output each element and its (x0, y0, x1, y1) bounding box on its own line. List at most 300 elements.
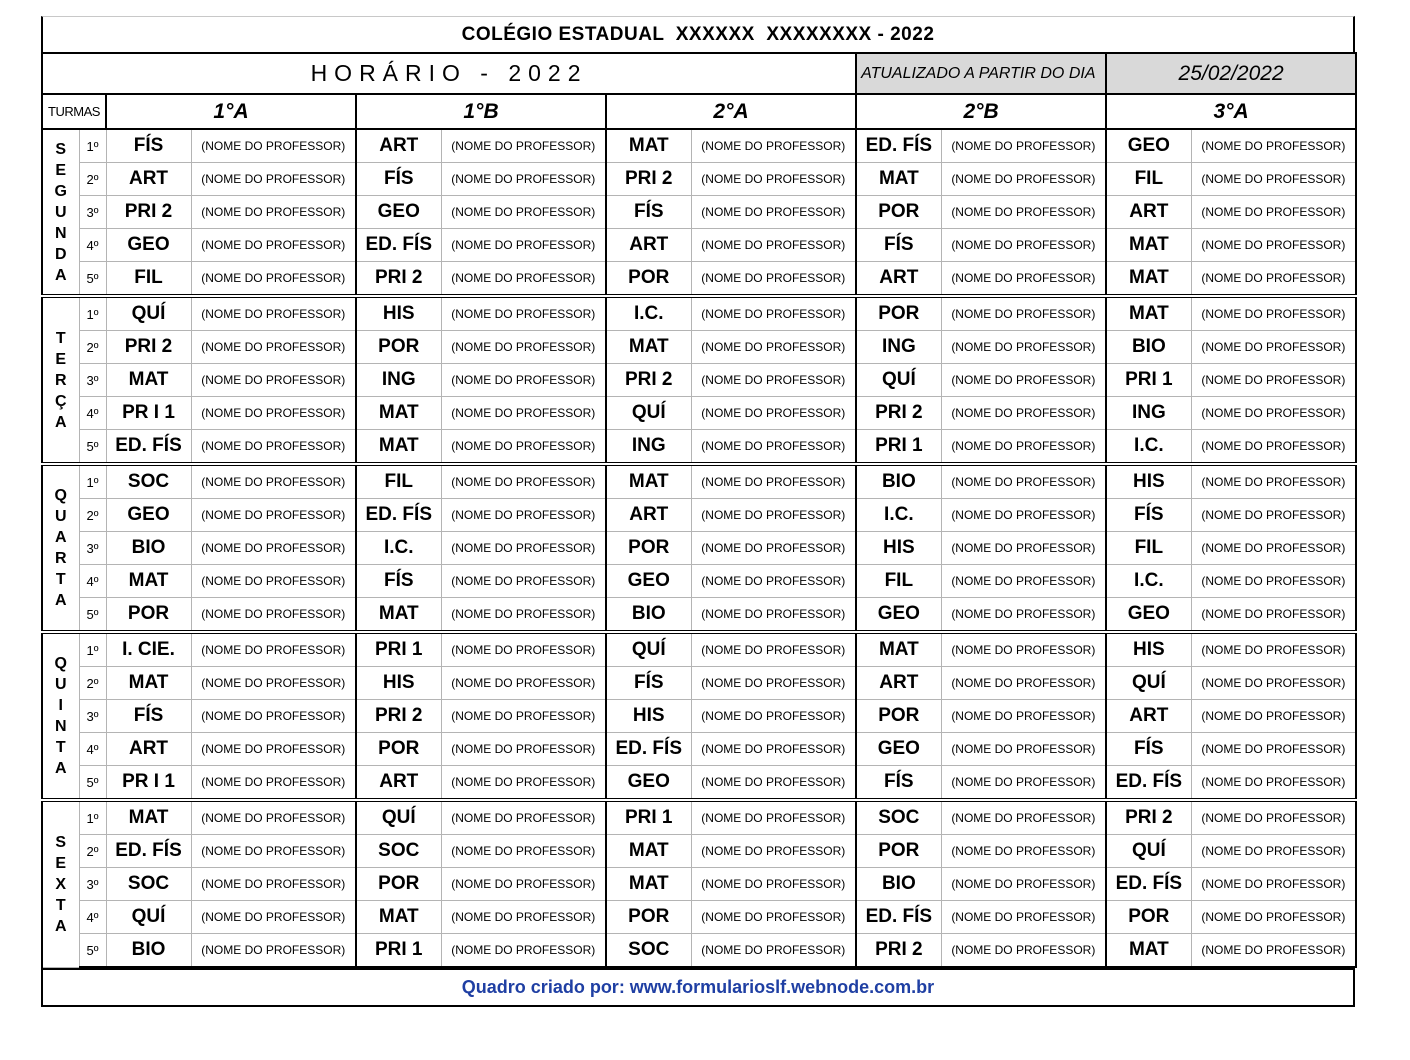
period-number: 1º (79, 129, 106, 163)
schedule-row (42, 901, 1356, 934)
subject-cell: FÍS (856, 766, 941, 801)
subject-cell: HIS (1106, 464, 1191, 499)
day-letter: X (55, 875, 67, 893)
day-letter: G (54, 182, 67, 200)
day-letter: N (54, 224, 67, 242)
teacher-cell: (NOME DO PROFESSOR) (941, 296, 1106, 331)
teacher-cell: (NOME DO PROFESSOR) (691, 901, 856, 934)
teacher-cell: (NOME DO PROFESSOR) (191, 632, 356, 667)
subject-cell: PRI 2 (856, 934, 941, 968)
turmas-label: TURMAS (42, 94, 106, 129)
subject-cell: QUÍ (606, 397, 691, 430)
teacher-cell: (NOME DO PROFESSOR) (191, 532, 356, 565)
subject-cell: ED. FÍS (856, 901, 941, 934)
subject-cell: PRI 2 (1106, 800, 1191, 835)
subject-cell: MAT (106, 800, 191, 835)
teacher-cell: (NOME DO PROFESSOR) (441, 868, 606, 901)
day-letter: E (55, 350, 67, 368)
subject-cell: MAT (606, 464, 691, 499)
day-letter: D (54, 245, 67, 263)
subject-cell: ART (106, 733, 191, 766)
subject-cell: POR (606, 262, 691, 297)
teacher-cell: (NOME DO PROFESSOR) (441, 129, 606, 163)
period-number: 1º (79, 800, 106, 835)
subject-cell: MAT (856, 632, 941, 667)
teacher-cell: (NOME DO PROFESSOR) (941, 667, 1106, 700)
subject-cell: PRI 1 (356, 632, 441, 667)
subject-cell: HIS (1106, 632, 1191, 667)
schedule-row (42, 129, 1356, 163)
teacher-cell: (NOME DO PROFESSOR) (1191, 667, 1356, 700)
subject-cell: PRI 2 (606, 163, 691, 196)
teacher-cell: (NOME DO PROFESSOR) (441, 464, 606, 499)
subject-cell: GEO (856, 598, 941, 633)
subject-cell: POR (356, 868, 441, 901)
subject-cell: FÍS (106, 129, 191, 163)
teacher-cell: (NOME DO PROFESSOR) (691, 397, 856, 430)
teacher-cell: (NOME DO PROFESSOR) (441, 598, 606, 633)
teacher-cell: (NOME DO PROFESSOR) (1191, 700, 1356, 733)
subject-cell: GEO (606, 766, 691, 801)
period-number: 2º (79, 163, 106, 196)
period-number: 5º (79, 598, 106, 633)
schedule-row (42, 667, 1356, 700)
teacher-cell: (NOME DO PROFESSOR) (191, 296, 356, 331)
teacher-cell: (NOME DO PROFESSOR) (1191, 532, 1356, 565)
subject-cell: BIO (1106, 331, 1191, 364)
subject-cell: PR I 1 (106, 397, 191, 430)
period-number: 2º (79, 667, 106, 700)
subject-cell: I.C. (1106, 430, 1191, 465)
schedule-row (42, 532, 1356, 565)
schedule-row (42, 499, 1356, 532)
subject-cell: ART (606, 499, 691, 532)
teacher-cell: (NOME DO PROFESSOR) (1191, 934, 1356, 968)
class-header: 2°B (856, 94, 1106, 129)
subject-cell: GEO (856, 733, 941, 766)
period-number: 5º (79, 262, 106, 297)
schedule-row (42, 868, 1356, 901)
teacher-cell: (NOME DO PROFESSOR) (441, 565, 606, 598)
teacher-cell: (NOME DO PROFESSOR) (191, 598, 356, 633)
subject-cell: GEO (606, 565, 691, 598)
teacher-cell: (NOME DO PROFESSOR) (1191, 565, 1356, 598)
subject-cell: MAT (1106, 262, 1191, 297)
subject-cell: ED. FÍS (356, 229, 441, 262)
subject-cell: POR (1106, 901, 1191, 934)
teacher-cell: (NOME DO PROFESSOR) (191, 464, 356, 499)
period-number: 2º (79, 499, 106, 532)
teacher-cell: (NOME DO PROFESSOR) (441, 499, 606, 532)
teacher-cell: (NOME DO PROFESSOR) (691, 331, 856, 364)
teacher-cell: (NOME DO PROFESSOR) (691, 364, 856, 397)
day-letter: A (54, 529, 67, 546)
teacher-cell: (NOME DO PROFESSOR) (441, 364, 606, 397)
header-row (42, 53, 1356, 94)
teacher-cell: (NOME DO PROFESSOR) (691, 934, 856, 968)
teacher-cell: (NOME DO PROFESSOR) (191, 229, 356, 262)
day-label (42, 800, 79, 967)
subject-cell: MAT (856, 163, 941, 196)
subject-cell: ING (356, 364, 441, 397)
teacher-cell: (NOME DO PROFESSOR) (441, 532, 606, 565)
teacher-cell: (NOME DO PROFESSOR) (191, 331, 356, 364)
teacher-cell: (NOME DO PROFESSOR) (1191, 901, 1356, 934)
subject-cell: QUÍ (106, 901, 191, 934)
teacher-cell: (NOME DO PROFESSOR) (691, 667, 856, 700)
subject-cell: GEO (106, 229, 191, 262)
day-letter: T (55, 571, 66, 588)
teacher-cell: (NOME DO PROFESSOR) (191, 835, 356, 868)
subject-cell: PRI 1 (356, 934, 441, 968)
teacher-cell: (NOME DO PROFESSOR) (441, 196, 606, 229)
subject-cell: I.C. (856, 499, 941, 532)
teacher-cell: (NOME DO PROFESSOR) (941, 934, 1106, 968)
teacher-cell: (NOME DO PROFESSOR) (1191, 397, 1356, 430)
teacher-cell: (NOME DO PROFESSOR) (441, 800, 606, 835)
teacher-cell: (NOME DO PROFESSOR) (941, 430, 1106, 465)
teacher-cell: (NOME DO PROFESSOR) (1191, 632, 1356, 667)
subject-cell: BIO (106, 934, 191, 968)
teacher-cell: (NOME DO PROFESSOR) (1191, 835, 1356, 868)
teacher-cell: (NOME DO PROFESSOR) (691, 632, 856, 667)
subject-cell: PRI 2 (356, 700, 441, 733)
subject-cell: ED. FÍS (106, 835, 191, 868)
subject-cell: MAT (106, 364, 191, 397)
schedule-row (42, 430, 1356, 465)
teacher-cell: (NOME DO PROFESSOR) (941, 229, 1106, 262)
subject-cell: ART (106, 163, 191, 196)
day-letter: I (58, 697, 63, 714)
subject-cell: FÍS (356, 565, 441, 598)
teacher-cell: (NOME DO PROFESSOR) (691, 129, 856, 163)
subject-cell: SOC (856, 800, 941, 835)
teacher-cell: (NOME DO PROFESSOR) (941, 532, 1106, 565)
teacher-cell: (NOME DO PROFESSOR) (191, 766, 356, 801)
period-number: 5º (79, 766, 106, 801)
period-number: 2º (79, 835, 106, 868)
subject-cell: ED. FÍS (106, 430, 191, 465)
teacher-cell: (NOME DO PROFESSOR) (1191, 464, 1356, 499)
subject-cell: PRI 1 (1106, 364, 1191, 397)
teacher-cell: (NOME DO PROFESSOR) (191, 397, 356, 430)
schedule-row (42, 262, 1356, 297)
day-letter: R (54, 371, 67, 389)
teacher-cell: (NOME DO PROFESSOR) (941, 632, 1106, 667)
period-number: 4º (79, 565, 106, 598)
period-number: 1º (79, 464, 106, 499)
day-label (42, 129, 79, 296)
day-letter: N (54, 718, 67, 735)
period-number: 4º (79, 733, 106, 766)
teacher-cell: (NOME DO PROFESSOR) (191, 163, 356, 196)
teacher-cell: (NOME DO PROFESSOR) (941, 364, 1106, 397)
subject-cell: ART (1106, 700, 1191, 733)
subject-cell: PRI 1 (606, 800, 691, 835)
subject-cell: I.C. (606, 296, 691, 331)
subject-cell: FÍS (606, 196, 691, 229)
subject-cell: POR (856, 296, 941, 331)
teacher-cell: (NOME DO PROFESSOR) (191, 364, 356, 397)
subject-cell: FÍS (356, 163, 441, 196)
teacher-cell: (NOME DO PROFESSOR) (441, 397, 606, 430)
day-label (42, 296, 79, 464)
teacher-cell: (NOME DO PROFESSOR) (441, 835, 606, 868)
subject-cell: MAT (606, 868, 691, 901)
schedule-row (42, 364, 1356, 397)
schedule-row (42, 229, 1356, 262)
subject-cell: MAT (606, 331, 691, 364)
period-number: 3º (79, 364, 106, 397)
teacher-cell: (NOME DO PROFESSOR) (941, 196, 1106, 229)
schedule-row (42, 163, 1356, 196)
teacher-cell: (NOME DO PROFESSOR) (691, 733, 856, 766)
subject-cell: FÍS (606, 667, 691, 700)
teacher-cell: (NOME DO PROFESSOR) (941, 565, 1106, 598)
subject-cell: GEO (1106, 598, 1191, 633)
teacher-cell: (NOME DO PROFESSOR) (441, 700, 606, 733)
subject-cell: PRI 2 (106, 196, 191, 229)
day-letter: A (54, 592, 67, 609)
teacher-cell: (NOME DO PROFESSOR) (441, 733, 606, 766)
subject-cell: SOC (106, 464, 191, 499)
period-number: 4º (79, 229, 106, 262)
day-letter: U (54, 676, 67, 693)
class-header: 1°A (106, 94, 356, 129)
subject-cell: MAT (356, 901, 441, 934)
subject-cell: HIS (356, 667, 441, 700)
school-title: COLÉGIO ESTADUAL XXXXXX XXXXXXXX - 2022 (41, 16, 1355, 52)
day-letter: T (55, 896, 66, 914)
teacher-cell: (NOME DO PROFESSOR) (1191, 163, 1356, 196)
class-header: 1°B (356, 94, 606, 129)
subject-cell: QUÍ (356, 800, 441, 835)
subject-cell: QUÍ (1106, 667, 1191, 700)
day-letter: R (54, 550, 67, 567)
subject-cell: POR (606, 901, 691, 934)
teacher-cell: (NOME DO PROFESSOR) (691, 196, 856, 229)
teacher-cell: (NOME DO PROFESSOR) (691, 163, 856, 196)
teacher-cell: (NOME DO PROFESSOR) (1191, 868, 1356, 901)
schedule-row (42, 296, 1356, 331)
teacher-cell: (NOME DO PROFESSOR) (691, 430, 856, 465)
teacher-cell: (NOME DO PROFESSOR) (941, 868, 1106, 901)
schedule-row (42, 196, 1356, 229)
subject-cell: MAT (356, 397, 441, 430)
teacher-cell: (NOME DO PROFESSOR) (191, 667, 356, 700)
updated-label: ATUALIZADO A PARTIR DO DIA (856, 53, 1106, 94)
period-number: 3º (79, 868, 106, 901)
teacher-cell: (NOME DO PROFESSOR) (1191, 430, 1356, 465)
subject-cell: FIL (856, 565, 941, 598)
period-number: 3º (79, 700, 106, 733)
subject-cell: ING (1106, 397, 1191, 430)
footer-credit: Quadro criado por: www.formularioslf.webnode.com.br (41, 968, 1355, 1007)
day-letter: T (55, 739, 66, 756)
schedule-title: HORÁRIO - 2022 (42, 53, 856, 94)
period-number: 4º (79, 901, 106, 934)
teacher-cell: (NOME DO PROFESSOR) (691, 296, 856, 331)
subject-cell: PRI 1 (856, 430, 941, 465)
teacher-cell: (NOME DO PROFESSOR) (1191, 364, 1356, 397)
subject-cell: MAT (1106, 229, 1191, 262)
class-header: 3°A (1106, 94, 1356, 129)
day-letter: A (54, 413, 67, 431)
schedule-table (41, 52, 1357, 968)
teacher-cell: (NOME DO PROFESSOR) (941, 800, 1106, 835)
schedule-row (42, 835, 1356, 868)
teacher-cell: (NOME DO PROFESSOR) (691, 229, 856, 262)
teacher-cell: (NOME DO PROFESSOR) (441, 901, 606, 934)
schedule-row (42, 565, 1356, 598)
teacher-cell: (NOME DO PROFESSOR) (1191, 296, 1356, 331)
period-number: 5º (79, 430, 106, 465)
subject-cell: ING (856, 331, 941, 364)
teacher-cell: (NOME DO PROFESSOR) (941, 331, 1106, 364)
teacher-cell: (NOME DO PROFESSOR) (441, 229, 606, 262)
subject-cell: SOC (356, 835, 441, 868)
subject-cell: ART (606, 229, 691, 262)
subject-cell: ART (856, 262, 941, 297)
schedule-row (42, 766, 1356, 801)
teacher-cell: (NOME DO PROFESSOR) (441, 632, 606, 667)
subject-cell: POR (356, 331, 441, 364)
subject-cell: MAT (606, 835, 691, 868)
teacher-cell: (NOME DO PROFESSOR) (941, 262, 1106, 297)
schedule-row (42, 331, 1356, 364)
teacher-cell: (NOME DO PROFESSOR) (441, 163, 606, 196)
teacher-cell: (NOME DO PROFESSOR) (1191, 196, 1356, 229)
teacher-cell: (NOME DO PROFESSOR) (1191, 129, 1356, 163)
teacher-cell: (NOME DO PROFESSOR) (941, 499, 1106, 532)
teacher-cell: (NOME DO PROFESSOR) (441, 667, 606, 700)
class-header: 2°A (606, 94, 856, 129)
day-letter: Q (54, 487, 67, 504)
day-letter: A (54, 917, 67, 935)
teacher-cell: (NOME DO PROFESSOR) (691, 868, 856, 901)
subject-cell: I.C. (356, 532, 441, 565)
teacher-cell: (NOME DO PROFESSOR) (191, 733, 356, 766)
schedule-sheet (41, 16, 1355, 1007)
subject-cell: ED. FÍS (356, 499, 441, 532)
teacher-cell: (NOME DO PROFESSOR) (941, 163, 1106, 196)
subject-cell: PR I 1 (106, 766, 191, 801)
teacher-cell: (NOME DO PROFESSOR) (191, 800, 356, 835)
subject-cell: FÍS (856, 229, 941, 262)
teacher-cell: (NOME DO PROFESSOR) (691, 800, 856, 835)
teacher-cell: (NOME DO PROFESSOR) (1191, 331, 1356, 364)
subject-cell: POR (856, 835, 941, 868)
subject-cell: POR (856, 700, 941, 733)
schedule-body (42, 129, 1356, 967)
day-letter: E (55, 854, 67, 872)
schedule-row (42, 700, 1356, 733)
teacher-cell: (NOME DO PROFESSOR) (191, 129, 356, 163)
schedule-row (42, 733, 1356, 766)
day-letter: A (54, 266, 67, 284)
subject-cell: FIL (106, 262, 191, 297)
schedule-row (42, 397, 1356, 430)
subject-cell: POR (106, 598, 191, 633)
updated-date: 25/02/2022 (1106, 53, 1356, 94)
subject-cell: PRI 2 (356, 262, 441, 297)
teacher-cell: (NOME DO PROFESSOR) (191, 868, 356, 901)
teacher-cell: (NOME DO PROFESSOR) (1191, 262, 1356, 297)
teacher-cell: (NOME DO PROFESSOR) (191, 262, 356, 297)
subject-cell: FÍS (1106, 499, 1191, 532)
teacher-cell: (NOME DO PROFESSOR) (691, 835, 856, 868)
subject-cell: POR (856, 196, 941, 229)
subject-cell: FÍS (106, 700, 191, 733)
teacher-cell: (NOME DO PROFESSOR) (191, 196, 356, 229)
subject-cell: SOC (106, 868, 191, 901)
subject-cell: QUÍ (1106, 835, 1191, 868)
day-label (42, 464, 79, 632)
teacher-cell: (NOME DO PROFESSOR) (691, 598, 856, 633)
subject-cell: FIL (1106, 532, 1191, 565)
teacher-cell: (NOME DO PROFESSOR) (441, 262, 606, 297)
teacher-cell: (NOME DO PROFESSOR) (191, 499, 356, 532)
schedule-row (42, 464, 1356, 499)
day-letter: Ç (54, 392, 67, 410)
subject-cell: ART (356, 766, 441, 801)
day-letter: Q (54, 655, 67, 672)
subject-cell: QUÍ (606, 632, 691, 667)
period-number: 4º (79, 397, 106, 430)
teacher-cell: (NOME DO PROFESSOR) (941, 700, 1106, 733)
teacher-cell: (NOME DO PROFESSOR) (441, 430, 606, 465)
teacher-cell: (NOME DO PROFESSOR) (941, 129, 1106, 163)
subject-cell: GEO (1106, 129, 1191, 163)
teacher-cell: (NOME DO PROFESSOR) (941, 835, 1106, 868)
teacher-cell: (NOME DO PROFESSOR) (691, 700, 856, 733)
subject-cell: MAT (356, 598, 441, 633)
subject-cell: MAT (1106, 296, 1191, 331)
teacher-cell: (NOME DO PROFESSOR) (1191, 800, 1356, 835)
subject-cell: BIO (606, 598, 691, 633)
teacher-cell: (NOME DO PROFESSOR) (941, 766, 1106, 801)
schedule-row (42, 934, 1356, 968)
teacher-cell: (NOME DO PROFESSOR) (941, 397, 1106, 430)
subject-cell: BIO (856, 464, 941, 499)
teacher-cell: (NOME DO PROFESSOR) (691, 464, 856, 499)
subject-cell: BIO (106, 532, 191, 565)
teacher-cell: (NOME DO PROFESSOR) (441, 296, 606, 331)
period-number: 1º (79, 296, 106, 331)
period-number: 3º (79, 532, 106, 565)
teacher-cell: (NOME DO PROFESSOR) (191, 430, 356, 465)
teacher-cell: (NOME DO PROFESSOR) (941, 733, 1106, 766)
period-number: 2º (79, 331, 106, 364)
subject-cell: POR (606, 532, 691, 565)
subject-cell: ING (606, 430, 691, 465)
teacher-cell: (NOME DO PROFESSOR) (1191, 499, 1356, 532)
subject-cell: ART (856, 667, 941, 700)
day-letter: U (54, 203, 67, 221)
subject-cell: MAT (356, 430, 441, 465)
subject-cell: FÍS (1106, 733, 1191, 766)
teacher-cell: (NOME DO PROFESSOR) (691, 532, 856, 565)
teacher-cell: (NOME DO PROFESSOR) (941, 901, 1106, 934)
subject-cell: ART (356, 129, 441, 163)
teacher-cell: (NOME DO PROFESSOR) (941, 598, 1106, 633)
subject-cell: PRI 2 (606, 364, 691, 397)
day-letter: E (55, 161, 67, 179)
subject-cell: FIL (356, 464, 441, 499)
subject-cell: FIL (1106, 163, 1191, 196)
subject-cell: HIS (356, 296, 441, 331)
subject-cell: I. CIE. (106, 632, 191, 667)
